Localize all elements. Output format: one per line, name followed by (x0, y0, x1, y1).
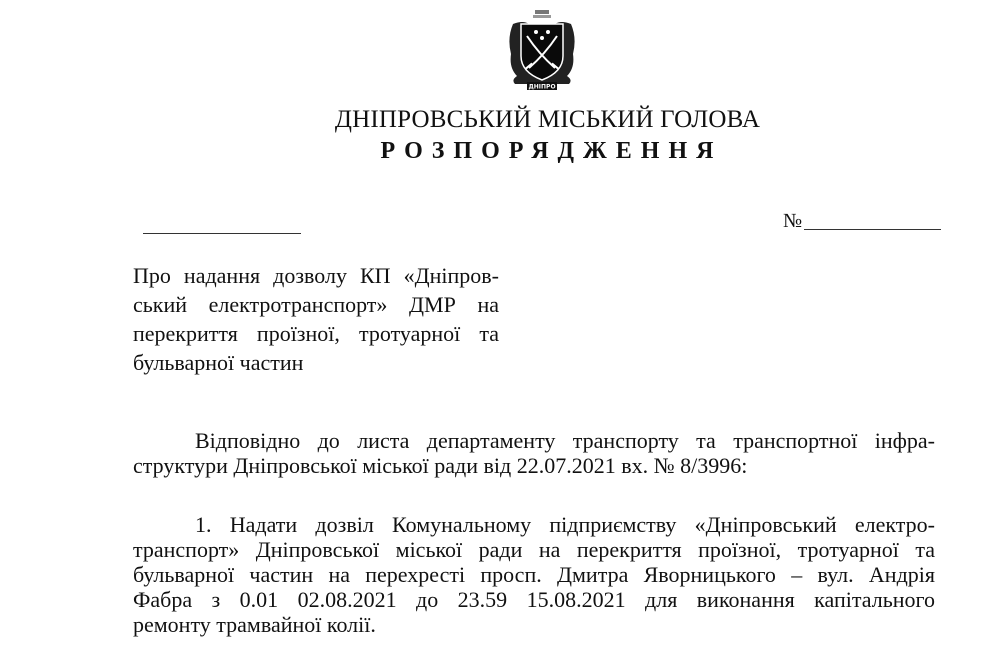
number-blank-line (804, 229, 941, 230)
paragraph-line: транспорт» Дніпровської міської ради на перекриття проїзної, тротуарної та (133, 537, 935, 562)
paragraph-line: структури Дніпровської міської ради від 22.07.2021 вх. № 8/3996: (133, 453, 748, 478)
paragraph-line: бульварної частин на перехресті просп. Дмитра Яворницького – вул. Андрія (133, 562, 935, 587)
subject-line: Про надання дозволу КП «Дніпров- (133, 263, 499, 288)
paragraph-line: 1. Надати дозвіл Комунальному підприємству «Дніпровський електро- (195, 512, 935, 537)
subject-line: бульварної частин (133, 350, 304, 375)
coat-of-arms-icon (505, 8, 579, 92)
document-subject (133, 261, 499, 377)
svg-text:ДНІПРО: ДНІПРО (528, 83, 556, 91)
paragraph-line: ремонту трамвайної колії. (133, 612, 376, 637)
number-sign-label: № (783, 210, 803, 232)
paragraph-line: Відповідно до листа департаменту транспорту та транспортної інфра- (195, 428, 935, 453)
subject-line: ський електротранспорт» ДМР на (133, 292, 499, 317)
item-1-paragraph (133, 512, 935, 637)
date-blank-field (143, 233, 301, 234)
paragraph-line: Фабра з 0.01 02.08.2021 до 23.59 15.08.2021 для виконання капітального (133, 587, 935, 612)
issuing-authority: ДНІПРОВСЬКИЙ МІСЬКИЙ ГОЛОВА (334, 106, 761, 133)
document-type-title: РОЗПОРЯДЖЕННЯ (380, 138, 723, 164)
document-number-field (783, 209, 941, 233)
preamble-paragraph (133, 428, 935, 478)
subject-line: перекриття проїзної, тротуарної та (133, 321, 499, 346)
